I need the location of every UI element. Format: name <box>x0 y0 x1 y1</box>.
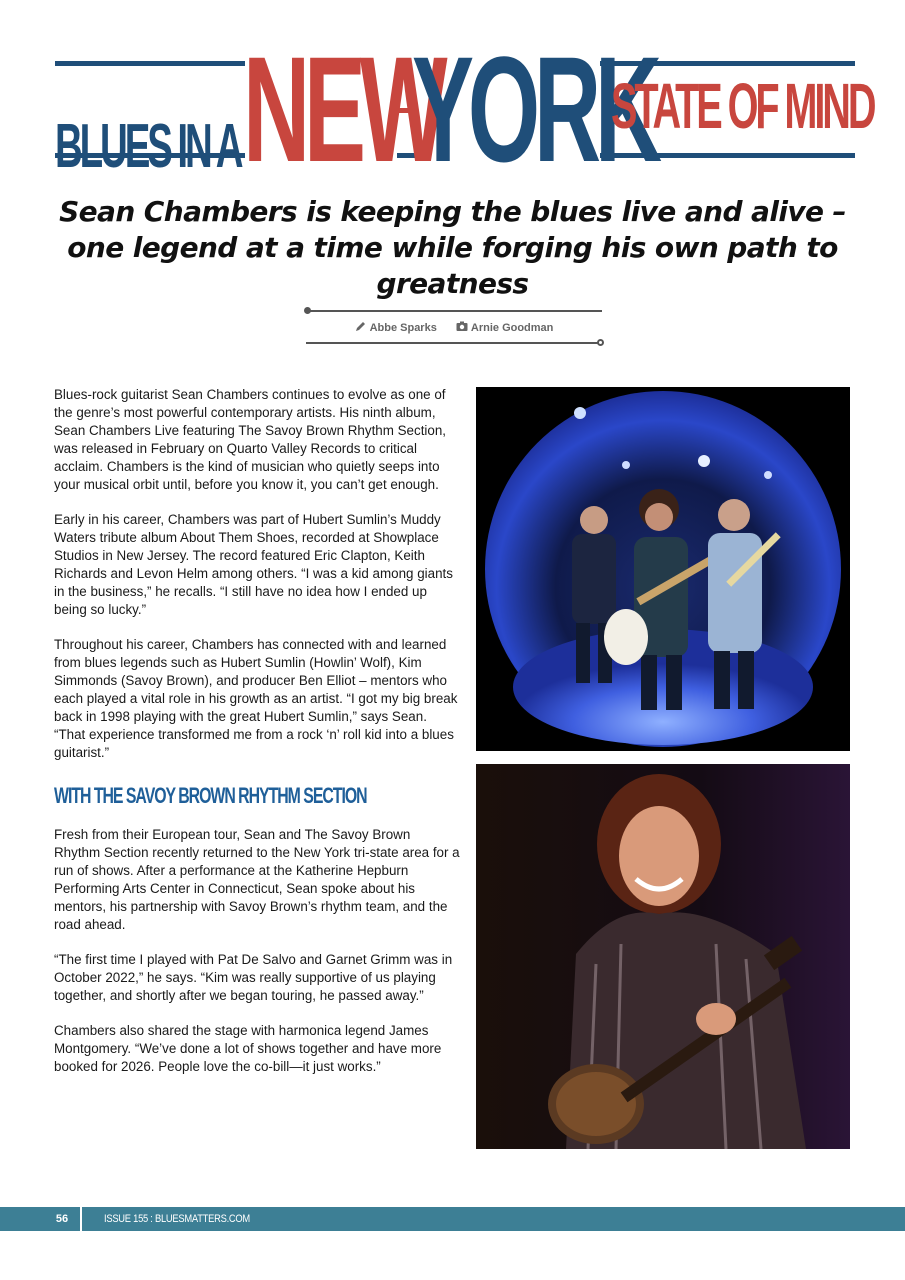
masthead-new: NEW <box>243 25 442 193</box>
article-paragraph: Fresh from their European tour, Sean and The Savoy Brown Rhythm Section recently returned to the New York tri-state area for a run of shows. After a performance at the Katherine Hepburn Performing Arts Center in Connecticut, Sean spoke about his mentors, his partnership with Savoy Brown’s rhythm team, and the road ahead. <box>54 827 460 932</box>
article-paragraph: Chambers also shared the stage with harmonica legend James Montgomery. “We’ve done a lot of shows together and have more booked for 2026. People love the co-bill—it just works.” <box>54 1023 442 1074</box>
masthead-blues-in-a: BLUES IN A <box>55 112 241 181</box>
article-paragraph: Throughout his career, Chambers has connected with and learned from blues legends such as Hubert Sumlin (Howlin’ Wolf), Kim Simmonds (Savoy Brown), and producer Ben Elliot – mentors who each played a vital role in his growth as an artist. “I got my big break back in 1998 playing with the great Hubert Sumlin,” says Sean. “That experience transformed me from a rock ‘n’ roll kid into a blues guitarist.” <box>54 637 458 760</box>
page-footer <box>0 1207 905 1231</box>
byline-top-rule <box>306 310 602 312</box>
camera-icon <box>456 320 468 335</box>
guitarist-photo <box>476 764 850 1149</box>
byline-dot <box>304 307 311 314</box>
article-body <box>54 386 460 1093</box>
section-heading: WITH THE SAVOY BROWN RHYTHM SECTION <box>54 783 367 808</box>
article-paragraph: Blues-rock guitarist Sean Chambers continues to evolve as one of the genre’s most powerful contemporary artists. His ninth album, Sean Chambers Live featuring The Savoy Brown Rhythm Section, was released in February on Quarto Valley Records to critical acclaim. Chambers is the kind of musician who quietly seeps into your musical orbit until, before you know it, you can’t get enough. <box>54 387 447 492</box>
masthead <box>55 25 874 193</box>
article-paragraph: Early in his career, Chambers was part of Hubert Sumlin’s Muddy Waters tribute album About Them Shoes, recorded at Showplace Studios in New Jersey. The record featured Eric Clapton, Keith Richards and Levon Helm among others. “I was a kid among giants in the business,” he recalls. “I still have no idea how I ended up being so lucky.” <box>54 512 453 617</box>
byline-bottom-rule <box>306 342 602 344</box>
writer-credit <box>355 320 437 335</box>
byline-credits <box>306 320 602 335</box>
writer-name: Abbe Sparks <box>369 321 437 334</box>
pencil-icon <box>355 320 367 335</box>
masthead-state-of-mind: STATE OF MIND <box>611 70 874 142</box>
byline <box>306 304 604 348</box>
article-subtitle: Sean Chambers is keeping the blues live and alive – one legend at a time while forging his own path to greatness <box>59 195 846 300</box>
band-fisheye-photo <box>476 387 850 751</box>
page-number: 56 <box>44 1207 82 1231</box>
issue-label: ISSUE 155 : BLUESMATTERS.COM <box>104 1213 250 1225</box>
masthead-york: YORK <box>412 25 656 193</box>
photographer-name: Arnie Goodman <box>470 321 554 334</box>
photographer-credit <box>456 320 554 335</box>
byline-ring <box>597 339 604 346</box>
article-paragraph: “The first time I played with Pat De Salvo and Garnet Grimm was in October 2022,” he says. “Kim was really supportive of us playing together, and shortly after we began touring, he passed away.” <box>54 952 453 1003</box>
masthead-rule <box>55 61 245 66</box>
